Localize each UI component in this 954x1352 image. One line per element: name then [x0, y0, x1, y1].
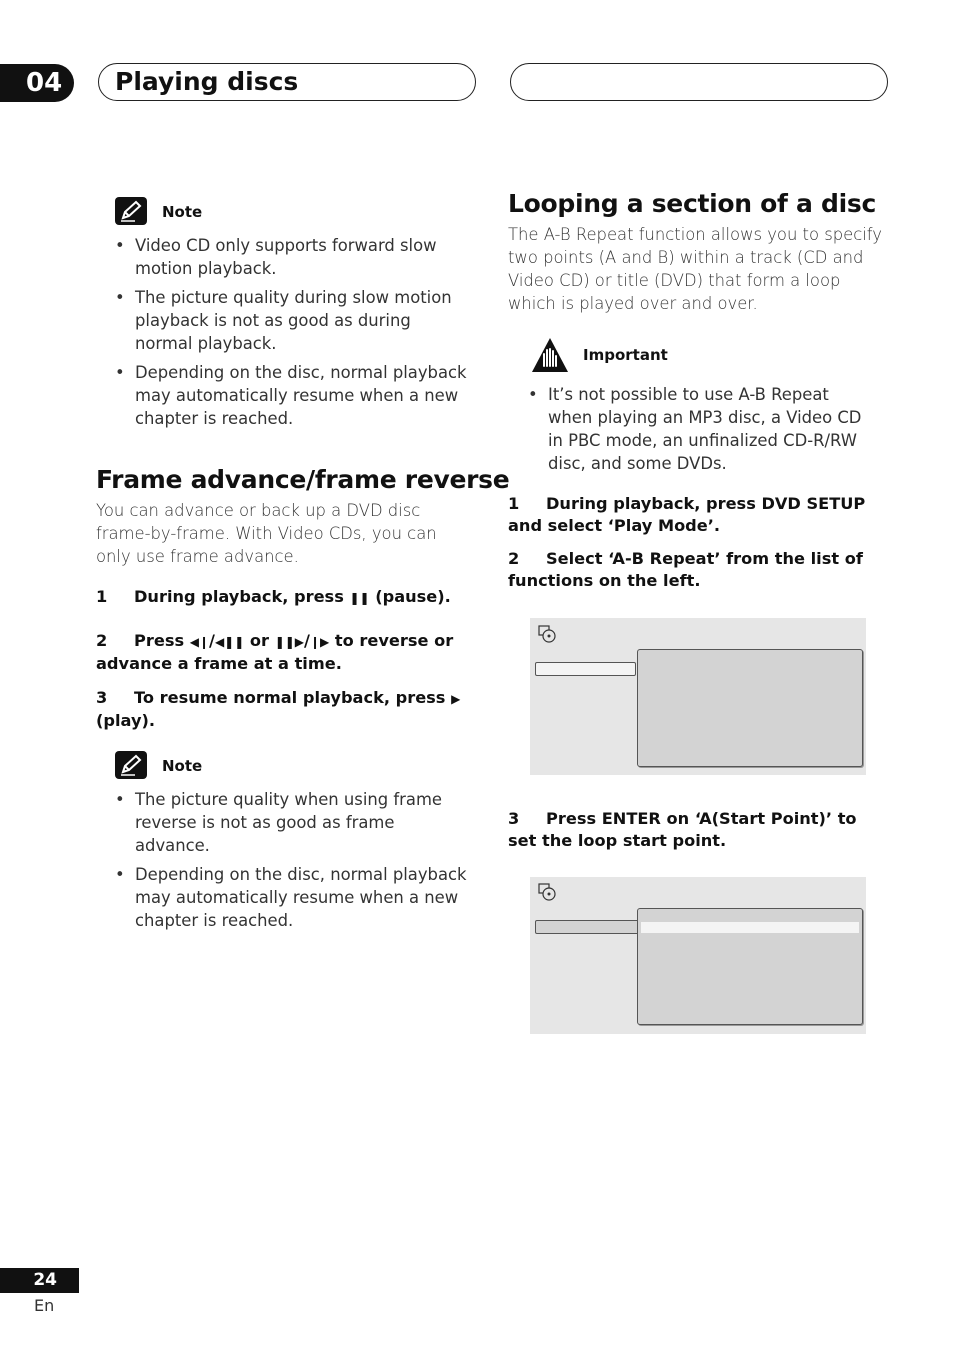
language-code: En — [34, 1296, 55, 1315]
osd-panel — [637, 649, 863, 767]
osd-menu-item[interactable] — [535, 920, 639, 934]
note-label: Note — [162, 203, 203, 221]
page-number: 24 — [0, 1268, 79, 1293]
list-item: • It’s not possible to use A-B Repeat when playing an MP3 disc, a Video CD in PBC mode, an unfinalized CD-R/RW disc, and some DVDs. — [528, 383, 878, 475]
forward-frame-glyph: ❚❚▶ — [274, 635, 305, 649]
list-item: • The picture quality when using frame reverse is not as good as frame advance. — [115, 788, 470, 857]
list-item: • The picture quality during slow motion playback is not as good as during normal playback. — [115, 286, 470, 355]
step-back-glyph: ◀❙ — [189, 635, 210, 649]
list-item: • Depending on the disc, normal playback may automatically resume when a new chapter is reached. — [115, 863, 470, 932]
header-right-frame — [510, 63, 888, 101]
step-3: 3 Press ENTER on ‘A(Start Point)’ to set the loop start point. — [508, 809, 857, 850]
osd-option-selected[interactable] — [641, 922, 859, 933]
list-item: • Video CD only supports forward slow motion playback. — [115, 234, 470, 280]
section-heading: Frame advance/frame reverse — [96, 465, 510, 494]
pause-glyph: ❚❚ — [349, 591, 370, 605]
note-list — [115, 234, 470, 436]
list-item: • Depending on the disc, normal playback may automatically resume when a new chapter is reached. — [115, 361, 470, 430]
osd-menu-item-selected[interactable] — [535, 662, 636, 676]
step-2: 2 Press ◀❙/◀❚❚ or ❚❚▶/❙▶ to reverse or advance a frame at a time. — [96, 631, 454, 673]
reverse-frame-glyph: ◀❚❚ — [214, 635, 245, 649]
hand-stop-icon — [530, 336, 570, 376]
pencil-note-icon — [115, 197, 147, 225]
section-intro: You can advance or back up a DVD disc frame-by-frame. With Video CDs, you can only use frame advance. — [96, 501, 437, 566]
section-heading: Looping a section of a disc — [508, 189, 876, 218]
osd-panel — [637, 908, 863, 1025]
step-forward-glyph: ❙▶ — [309, 635, 330, 649]
step-3: 3 To resume normal playback, press ▶ (play). — [96, 688, 461, 730]
chapter-number-badge: 04 — [0, 64, 74, 102]
section-intro: The A-B Repeat function allows you to specify two points (A and B) within a track (CD and Video CD) or title (DVD) that form a loop which is played over and over. — [508, 225, 882, 313]
step-1: 1 During playback, press DVD SETUP and select ‘Play Mode’. — [508, 494, 866, 535]
important-list — [528, 383, 878, 481]
play-glyph: ▶ — [451, 692, 461, 706]
disc-icon — [538, 625, 554, 641]
note-list — [115, 788, 470, 938]
osd-screen-2 — [530, 877, 866, 1034]
note-label: Note — [162, 757, 203, 775]
disc-icon — [538, 883, 554, 899]
important-label: Important — [583, 346, 668, 364]
pencil-note-icon — [115, 751, 147, 779]
step-2: 2 Select ‘A-B Repeat’ from the list of functions on the left. — [508, 549, 863, 590]
osd-screen-1 — [530, 618, 866, 775]
chapter-title: Playing discs — [115, 67, 299, 96]
step-1: 1 During playback, press ❚❚ (pause). — [96, 587, 451, 606]
